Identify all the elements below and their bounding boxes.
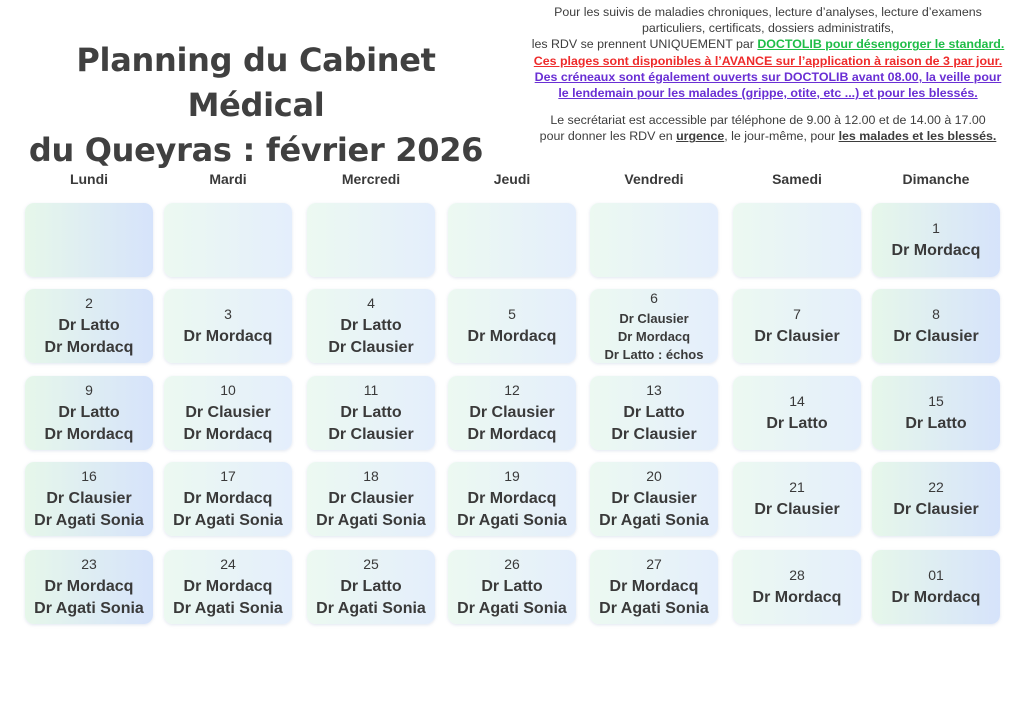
doctor-on-duty: Dr Clausier xyxy=(328,338,414,356)
doctor-on-duty: Dr Mordacq xyxy=(891,241,981,259)
day-number: 01 xyxy=(928,566,944,583)
day-cell-15 xyxy=(872,376,1000,450)
weekday-mercredi: Mercredi xyxy=(341,171,401,187)
day-number: 14 xyxy=(789,392,805,409)
day-number: 4 xyxy=(367,294,375,311)
info-line-3-prefix: les RDV se prennent UNIQUEMENT par xyxy=(531,37,758,52)
info-line-5: Des créneaux sont également ouverts sur DOCTOLIB avant 08.00, la veille pour xyxy=(534,69,1002,84)
day-number: 24 xyxy=(220,555,236,572)
day-cell-12 xyxy=(448,376,576,450)
doctor-on-duty: Dr Clausier xyxy=(619,310,689,326)
doctor-on-duty: Dr Agati Sonia xyxy=(457,511,567,529)
day-number: 3 xyxy=(224,305,232,322)
doctor-on-duty: Dr Clausier xyxy=(754,327,840,345)
day-cell-01 xyxy=(872,550,1000,624)
day-cell-27 xyxy=(590,550,718,624)
info-line-4: Ces plages sont disponibles à l’AVANCE sur l’application à raison de 3 par jour. xyxy=(533,53,1003,68)
info-line-8-mid: , le jour-même, pour xyxy=(724,129,839,144)
day-number: 16 xyxy=(81,467,97,484)
day-number: 1 xyxy=(932,219,940,236)
day-cell-22 xyxy=(872,462,1000,536)
doctor-on-duty: Dr Mordacq xyxy=(617,328,691,344)
weekday-vendredi: Vendredi xyxy=(624,171,684,187)
doctor-on-duty: Dr Mordacq xyxy=(183,577,273,595)
day-cell-13 xyxy=(590,376,718,450)
weekday-mardi: Mardi xyxy=(209,171,247,187)
day-number: 10 xyxy=(220,381,236,398)
doctor-on-duty: Dr Mordacq xyxy=(44,577,134,595)
day-cell-19 xyxy=(448,462,576,536)
day-cell-9 xyxy=(25,376,153,450)
doctor-on-duty: Dr Clausier xyxy=(754,500,840,518)
empty-day-cell xyxy=(733,203,861,277)
doctor-on-duty: Dr Mordacq xyxy=(467,425,557,443)
day-number: 20 xyxy=(646,467,662,484)
doctor-on-duty: Dr Clausier xyxy=(893,500,979,518)
day-number: 23 xyxy=(81,555,97,572)
day-number: 6 xyxy=(650,289,658,306)
doctor-on-duty: Dr Agati Sonia xyxy=(173,599,283,617)
day-number: 8 xyxy=(932,305,940,322)
empty-day-cell xyxy=(164,203,292,277)
info-notice xyxy=(508,4,1024,145)
title-line-1: Planning du Cabinet Médical xyxy=(76,41,436,124)
page-title xyxy=(18,38,494,173)
urgence-text: urgence xyxy=(676,129,725,144)
day-number: 15 xyxy=(928,392,944,409)
day-cell-10 xyxy=(164,376,292,450)
day-cell-4 xyxy=(307,289,435,363)
day-cell-2 xyxy=(25,289,153,363)
doctor-on-duty: Dr Agati Sonia xyxy=(34,511,144,529)
doctor-on-duty: Dr Agati Sonia xyxy=(34,599,144,617)
doctor-on-duty: Dr Agati Sonia xyxy=(599,599,709,617)
doctor-on-duty: Dr Clausier xyxy=(328,425,414,443)
info-line-1: Pour les suivis de maladies chroniques, lecture d’analyses, lecture d’examens xyxy=(554,5,982,19)
doctor-on-duty: Dr Clausier xyxy=(328,489,414,507)
info-line-8 xyxy=(508,128,1024,144)
doctor-on-duty: Dr Mordacq xyxy=(44,338,134,356)
day-number: 9 xyxy=(85,381,93,398)
title-line-2: du Queyras : février 2026 xyxy=(28,131,484,169)
info-line-3 xyxy=(508,36,1024,52)
empty-day-cell xyxy=(307,203,435,277)
day-cell-20 xyxy=(590,462,718,536)
day-cell-17 xyxy=(164,462,292,536)
empty-day-cell xyxy=(590,203,718,277)
day-number: 19 xyxy=(504,467,520,484)
day-cell-11 xyxy=(307,376,435,450)
day-cell-28 xyxy=(733,550,861,624)
day-cell-6 xyxy=(590,289,718,363)
doctor-on-duty: Dr Agati Sonia xyxy=(316,599,426,617)
doctor-on-duty: Dr Mordacq xyxy=(467,489,557,507)
doctor-on-duty: Dr Latto xyxy=(481,577,543,595)
info-line-6: le lendemain pour les malades (grippe, otite, etc ...) et pour les blessés. xyxy=(558,86,978,101)
info-line-7: Le secrétariat est accessible par téléphone de 9.00 à 12.00 et de 14.00 à 17.00 xyxy=(550,113,986,128)
doctor-on-duty: Dr Mordacq xyxy=(183,489,273,507)
doctor-on-duty: Dr Clausier xyxy=(469,403,555,421)
doctolib-highlight: DOCTOLIB pour désengorger le standard. xyxy=(757,37,1005,52)
day-cell-26 xyxy=(448,550,576,624)
doctor-on-duty: Dr Latto xyxy=(340,316,402,334)
day-number: 5 xyxy=(508,305,516,322)
doctor-on-duty: Dr Mordacq xyxy=(44,425,134,443)
doctor-on-duty: Dr Mordacq xyxy=(891,588,981,606)
day-cell-5 xyxy=(448,289,576,363)
day-cell-14 xyxy=(733,376,861,450)
empty-day-cell xyxy=(448,203,576,277)
day-number: 17 xyxy=(220,467,236,484)
day-cell-18 xyxy=(307,462,435,536)
info-line-2: particuliers, certificats, dossiers administratifs, xyxy=(641,21,895,36)
doctor-on-duty: Dr Mordacq xyxy=(183,425,273,443)
day-number: 18 xyxy=(363,467,379,484)
doctor-on-duty: Dr Agati Sonia xyxy=(173,511,283,529)
doctor-on-duty: Dr Latto xyxy=(58,316,120,334)
weekday-dimanche: Dimanche xyxy=(902,171,970,187)
doctor-on-duty: Dr Mordacq xyxy=(183,327,273,345)
malades-blesses-text: les malades et les blessés. xyxy=(838,129,997,144)
day-cell-21 xyxy=(733,462,861,536)
day-number: 21 xyxy=(789,478,805,495)
doctor-on-duty: Dr Agati Sonia xyxy=(599,511,709,529)
doctor-on-duty: Dr Latto xyxy=(340,403,402,421)
doctor-on-duty: Dr Latto xyxy=(766,414,828,432)
doctor-on-duty: Dr Clausier xyxy=(185,403,271,421)
day-number: 22 xyxy=(928,478,944,495)
doctor-on-duty: Dr Clausier xyxy=(893,327,979,345)
day-cell-25 xyxy=(307,550,435,624)
weekday-lundi: Lundi xyxy=(69,171,109,187)
day-cell-1 xyxy=(872,203,1000,277)
doctor-on-duty: Dr Mordacq xyxy=(752,588,842,606)
day-number: 25 xyxy=(363,555,379,572)
day-number: 11 xyxy=(363,381,379,398)
day-cell-16 xyxy=(25,462,153,536)
weekday-samedi: Samedi xyxy=(772,171,822,187)
doctor-on-duty: Dr Clausier xyxy=(611,425,697,443)
doctor-on-duty: Dr Clausier xyxy=(611,489,697,507)
doctor-on-duty: Dr Clausier xyxy=(46,489,132,507)
doctor-on-duty: Dr Latto : échos xyxy=(604,346,704,362)
day-cell-24 xyxy=(164,550,292,624)
doctor-on-duty: Dr Latto xyxy=(905,414,967,432)
day-number: 13 xyxy=(646,381,662,398)
doctor-on-duty: Dr Mordacq xyxy=(609,577,699,595)
day-cell-7 xyxy=(733,289,861,363)
day-cell-3 xyxy=(164,289,292,363)
day-number: 7 xyxy=(793,305,801,322)
doctor-on-duty: Dr Latto xyxy=(58,403,120,421)
doctor-on-duty: Dr Agati Sonia xyxy=(316,511,426,529)
doctor-on-duty: Dr Mordacq xyxy=(467,327,557,345)
day-number: 28 xyxy=(789,566,805,583)
day-number: 27 xyxy=(646,555,662,572)
weekday-jeudi: Jeudi xyxy=(493,171,531,187)
day-number: 12 xyxy=(504,381,520,398)
day-cell-23 xyxy=(25,550,153,624)
doctor-on-duty: Dr Latto xyxy=(340,577,402,595)
empty-day-cell xyxy=(25,203,153,277)
day-number: 2 xyxy=(85,294,93,311)
doctor-on-duty: Dr Latto xyxy=(623,403,685,421)
day-cell-8 xyxy=(872,289,1000,363)
info-line-8-prefix: pour donner les RDV en xyxy=(539,129,677,144)
doctor-on-duty: Dr Agati Sonia xyxy=(457,599,567,617)
day-number: 26 xyxy=(504,555,520,572)
